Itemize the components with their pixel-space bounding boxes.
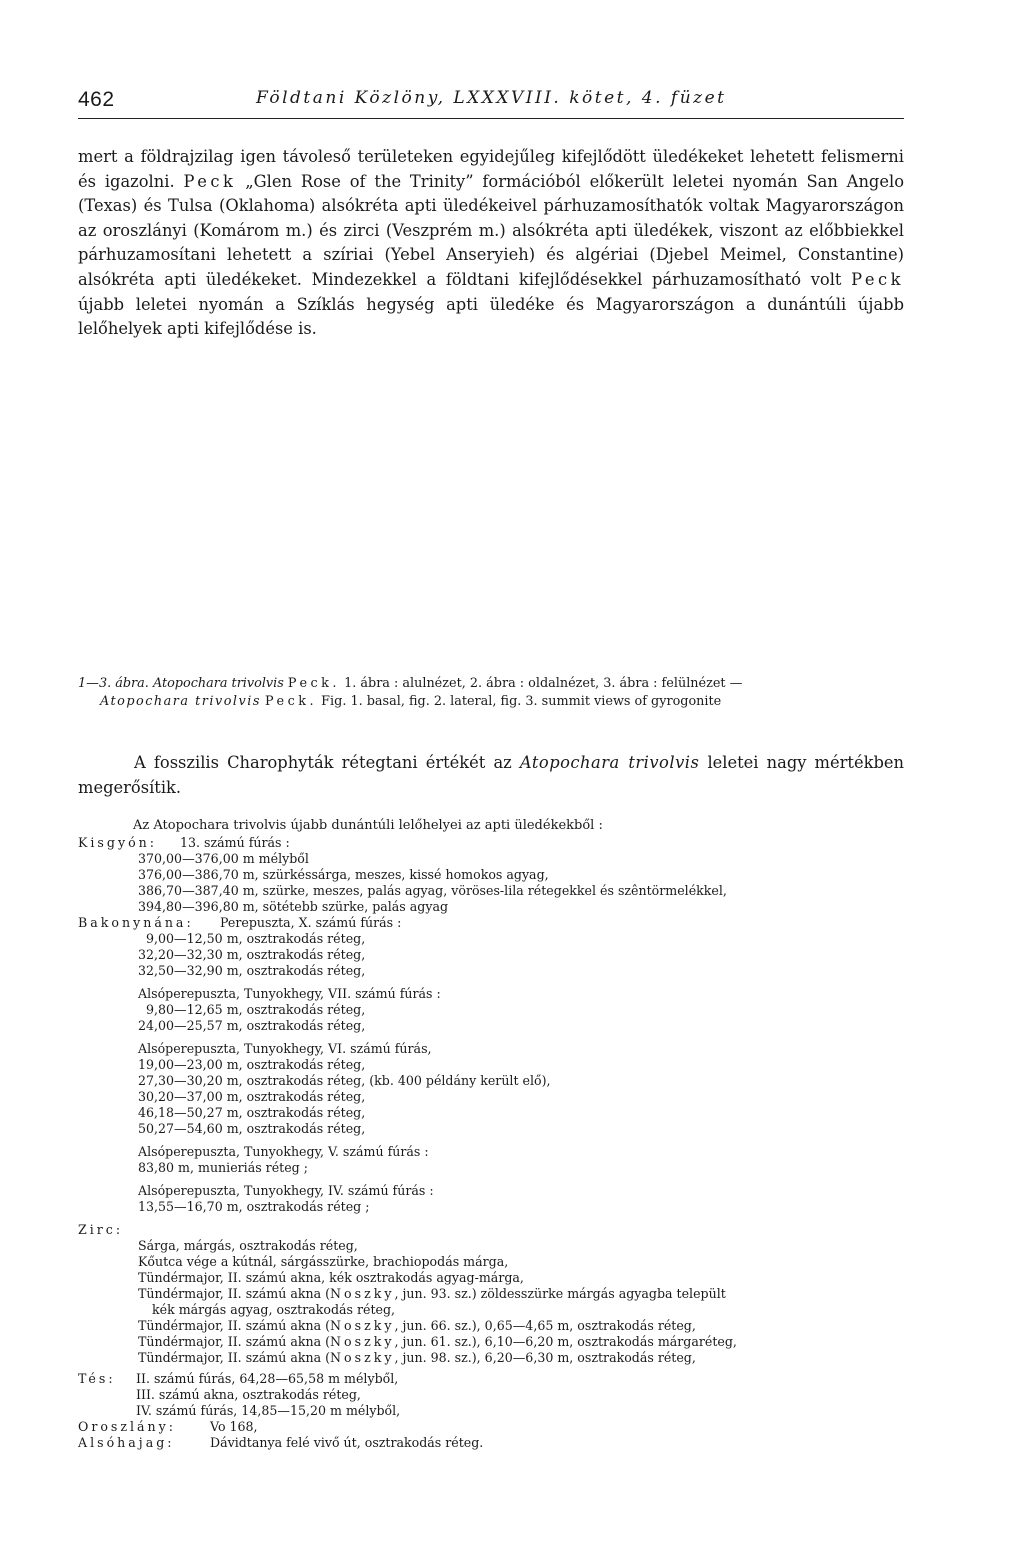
locality-bakonynana: Bakonynána: [78,915,194,930]
list-item: 394,80—396,80 m, sötétebb szürke, palás agyag [138,899,449,914]
journal-title: Földtani Közlöny, LXXXVIII. kötet, 4. füzet [256,88,727,108]
list-item: Dávidtanya felé vivő út, osztrakodás réteg. [210,1435,484,1450]
list-item: 30,20—37,00 m, osztrakodás réteg, [138,1089,366,1104]
list-item: 32,50—32,90 m, osztrakodás réteg, [138,963,366,978]
list-item [138,1334,737,1350]
text-run: Tündérmajor, II. számú akna ( [138,1318,331,1333]
caption-en: Fig. 1. basal, fig. 2. lateral, fig. 3. summit views of gyrogonite [321,694,722,709]
author-name: Noszky [330,1334,395,1349]
text-run: Tündérmajor, II. számú akna ( [138,1350,331,1365]
list-item [138,1350,696,1366]
species-name: Atopochara trivolvis [152,676,284,691]
locality-alsohajag: Alsóhajag: [78,1435,175,1450]
statement-paragraph [78,751,904,800]
list-item: 9,00—12,50 m, osztrakodás réteg, [146,931,366,946]
list-item: 13,55—16,70 m, osztrakodás réteg ; [138,1199,370,1214]
list-item: 376,00—386,70 m, szürkéssárga, meszes, kissé homokos agyag, [138,867,549,882]
list-item: Alsóperepuszta, Tunyokhegy, IV. számú fúrás : [138,1183,434,1198]
list-item: 370,00—376,00 m mélyből [138,851,309,866]
text-run: mert a földrajzilag igen távoleső területeken egyidejűleg kifejlődött üledékeket lehetett felismerni és igazolni. [78,147,904,191]
paragraph-1 [78,145,904,342]
list-item: III. számú akna, osztrakodás réteg, [136,1387,361,1402]
caption-line-2 [78,693,904,711]
caption-hu: 1. ábra : alulnézet, 2. ábra : oldalnézet, 3. ábra : felülnézet — [344,676,743,691]
list-item: 83,80 m, munieriás réteg ; [138,1160,308,1175]
locality-tes: Tés: [78,1371,116,1386]
page-number: 462 [78,88,115,111]
text-run: Tündérmajor, II. számú akna ( [138,1286,331,1301]
list-item [138,1318,696,1334]
list-item: Tündérmajor, II. számú akna, kék osztrakodás agyag-márga, [138,1270,524,1285]
list-item: II. számú fúrás, 64,28—65,58 m mélyből, [136,1371,399,1386]
body-paragraph [78,145,904,342]
list-item: Kőutca vége a kútnál, sárgásszürke, brachiopodás márga, [138,1254,509,1269]
figure-caption [78,675,904,711]
list-item: 9,80—12,65 m, osztrakodás réteg, [146,1002,366,1017]
author-name: Noszky [330,1350,395,1365]
list-item [138,1286,726,1302]
header-rule [78,118,904,119]
locality-zirc: Zirc: [78,1222,124,1237]
author-name: Peck. [264,694,318,709]
text-run: Tündérmajor, II. számú akna ( [138,1334,331,1349]
locality-kisgyon: Kisgyón: [78,835,158,850]
author-name: Peck [851,269,904,289]
list-item: Alsóperepuszta, Tunyokhegy, VI. számú fúrás, [138,1041,432,1056]
list-item: Vo 168, [210,1419,258,1434]
text-run: , jun. 98. sz.), 6,20—6,30 m, osztrakodás réteg, [394,1350,696,1365]
page-header [78,88,904,118]
list-item: 27,30—30,20 m, osztrakodás réteg, (kb. 400 példány került elő), [138,1073,551,1088]
list-item: 32,20—32,30 m, osztrakodás réteg, [138,947,366,962]
list-item: 19,00—23,00 m, osztrakodás réteg, [138,1057,366,1072]
author-name: Peck [183,171,237,191]
author-name: Noszky [330,1286,395,1301]
list-title: Az Atopochara trivolvis újabb dunántúli lelőhelyei az apti üledékekből : [133,818,603,833]
list-item: 386,70—387,40 m, szürke, meszes, palás agyag, vöröses-lila rétegekkel és szêntörmelékkel, [138,883,727,898]
figure-ref: 1—3. ábra. [78,676,149,691]
text-run: , jun. 61. sz.), 6,10—6,20 m, osztrakodás márgaréteg, [394,1334,737,1349]
author-name: Noszky [330,1318,395,1333]
text-run: A fosszilis Charophyták rétegtani értékét az [134,753,520,772]
species-name: Atopochara trivolvis [519,753,700,772]
list-item: kék márgás agyag, osztrakodás réteg, [152,1302,396,1317]
list-item: Perepuszta, X. számú fúrás : [220,915,402,930]
author-name: Peck. [287,676,341,691]
list-item: Alsóperepuszta, Tunyokhegy, VII. számú fúrás : [138,986,441,1001]
locality-oroszlany: Oroszlány: [78,1419,177,1434]
paragraph-2 [78,751,904,800]
text-run: újabb leletei nyomán a Szíklás hegység apti üledéke és Magyarországon a dunántúli újabb lelőhelyek apti kifejlődése is. [78,294,904,339]
list-item: 24,00—25,57 m, osztrakodás réteg, [138,1018,366,1033]
list-item: Alsóperepuszta, Tunyokhegy, V. számú fúrás : [138,1144,429,1159]
species-name: Atopochara trivolvis [100,694,261,709]
text-run: „Glen Rose of the Trinity” formációból előkerült leletei nyomán San Angelo (Texas) és Tulsa (Oklahoma) alsókréta apti üledékeivel párhuzamosíthatók voltak Magyarországon az oroszlányi (Komárom m.) és zirci (Veszprém m.) alsókréta apti üledékek, viszont az előbbiekkel párhuzamosítani lehetett a szíriai (Yebel Anseryieh) és algériai (Djebel Meimel, Constantine) alsókréta apti üledékeket. Mindezekkel a földtani kifejlődésekkel párhuzamosítható volt [78,171,904,289]
list-item: IV. számú fúrás, 14,85—15,20 m mélyből, [136,1403,401,1418]
caption-line-1 [78,675,904,693]
text-run: , jun. 93. sz.) zöldesszürke márgás agyagba települt [394,1286,726,1301]
list-item: 46,18—50,27 m, osztrakodás réteg, [138,1105,366,1120]
text-run: , jun. 66. sz.), 0,65—4,65 m, osztrakodás réteg, [394,1318,696,1333]
list-item: Sárga, márgás, osztrakodás réteg, [138,1238,358,1253]
list-item: 50,27—54,60 m, osztrakodás réteg, [138,1121,366,1136]
list-item: 13. számú fúrás : [180,835,290,850]
text-run: leletei nagy mértékben megerősítik. [78,753,904,797]
